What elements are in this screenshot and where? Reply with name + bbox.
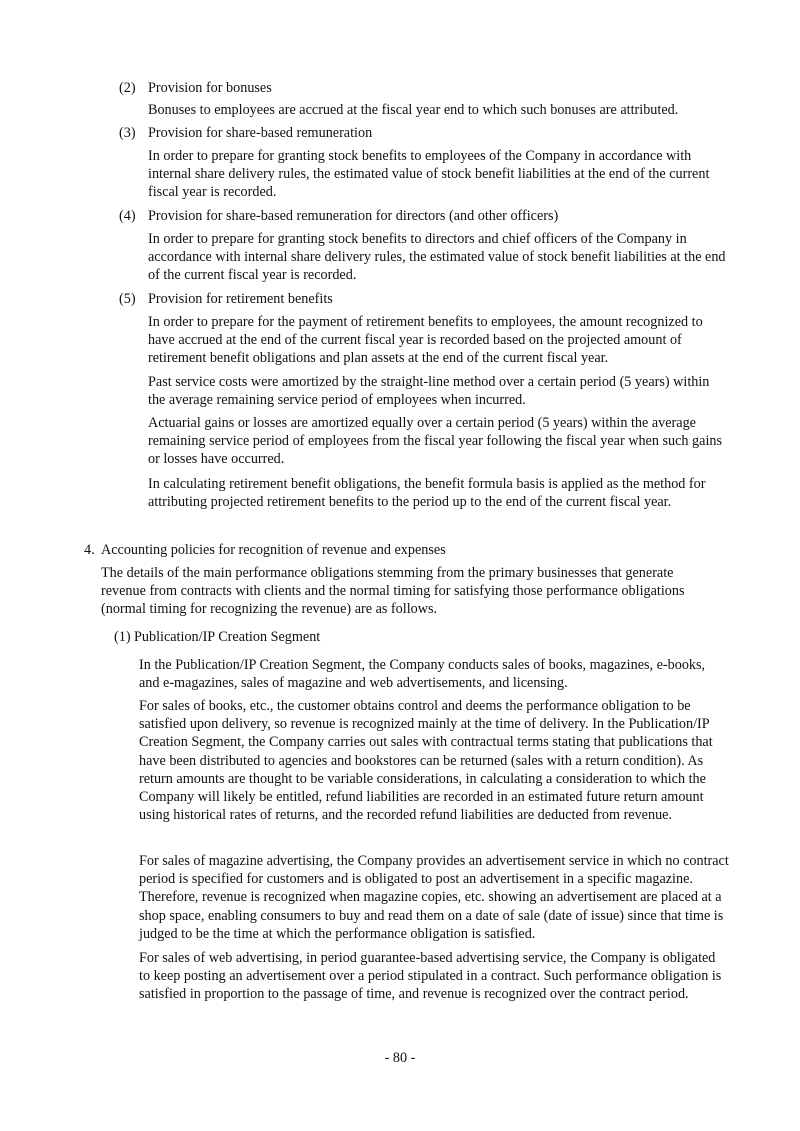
paragraph: In order to prepare for granting stock benefits to employees of the Company in accordance with internal share delivery rules, the estimated value of stock benefit liabilities at the end of the current fiscal year is recorded. — [148, 148, 710, 201]
item-number: (5) — [119, 291, 136, 307]
paragraph: Actuarial gains or losses are amortized equally over a certain period (5 years) within the average remaining service period of employees from the fiscal year following the fiscal year when such gains or losses have occurred. — [148, 415, 722, 468]
paragraph: In calculating retirement benefit obligations, the benefit formula basis is applied as the method for attributing projected retirement benefits to the period up to the end of the current fiscal year. — [148, 476, 706, 511]
paragraph: In order to prepare for granting stock benefits to directors and chief officers of the Company in accordance with internal share delivery rules, the estimated value of stock benefit liabilities at the end of the current fiscal year is recorded. — [148, 231, 726, 284]
item-heading: Provision for share-based remuneration — [148, 125, 373, 141]
paragraph: Bonuses to employees are accrued at the fiscal year end to which such bonuses are attributed. — [148, 102, 679, 118]
paragraph: For sales of web advertising, in period guarantee-based advertising service, the Company is obligated to keep posting an advertisement over a period stipulated in a contract. Such performance obligation is satisfied in proportion to the passage of time, and revenue is recognized over the contract period. — [139, 950, 722, 1003]
item-number: (3) — [119, 125, 136, 141]
paragraph: In order to prepare for the payment of retirement benefits to employees, the amount recognized to have accrued at the end of the current fiscal year is recorded based on the projected amount of retirement benefit obligations and plan assets at the end of the current fiscal year. — [148, 314, 703, 367]
paragraph: For sales of books, etc., the customer obtains control and deems the performance obligation to be satisfied upon delivery, so revenue is recognized mainly at the time of delivery. In the Publication/IP Creation Segment, the Company carries out sales with contractual terms stating that publications that have been distributed to agencies and bookstores can be returned (sales with a return condition). As return amounts are thought to be variable considerations, in calculating a consideration to which the Company will likely be entitled, refund liabilities are recorded in an estimated future return amount using historical rates of returns, and the recorded refund liabilities are deducted from revenue. — [139, 698, 713, 824]
paragraph: In the Publication/IP Creation Segment, the Company conducts sales of books, magazines, e-books, and e-magazines, sales of magazine and web advertisements, and licensing. — [139, 657, 706, 692]
item-number: (4) — [119, 208, 136, 224]
section-number: 4. — [84, 542, 95, 558]
item-heading: Provision for share-based remuneration for directors (and other officers) — [148, 208, 559, 224]
section-intro: The details of the main performance obligations stemming from the primary businesses that generate revenue from contracts with clients and the normal timing for satisfying those performance obligations (normal timing for recognizing the revenue) are as follows. — [101, 565, 685, 618]
subsection-number: (1) — [114, 629, 131, 645]
paragraph: Past service costs were amortized by the straight-line method over a certain period (5 years) within the average remaining service period of employees when incurred. — [148, 374, 710, 409]
page-number: - 80 - — [384, 1050, 416, 1066]
item-heading: Provision for retirement benefits — [148, 291, 333, 307]
section-heading: Accounting policies for recognition of revenue and expenses — [101, 542, 446, 558]
item-heading: Provision for bonuses — [148, 80, 272, 96]
subsection-heading: Publication/IP Creation Segment — [134, 629, 321, 645]
paragraph: For sales of magazine advertising, the Company provides an advertisement service in which no contract period is specified for customers and is obligated to post an advertisement in a specific magazine. Therefore, revenue is recognized when magazine copies, etc. showing an advertisement are placed at a shop space, enabling consumers to buy and read them on a date of sale (date of issue) since that time is judged to be the time at which the performance obligation is satisfied. — [139, 853, 729, 942]
item-number: (2) — [119, 80, 136, 96]
